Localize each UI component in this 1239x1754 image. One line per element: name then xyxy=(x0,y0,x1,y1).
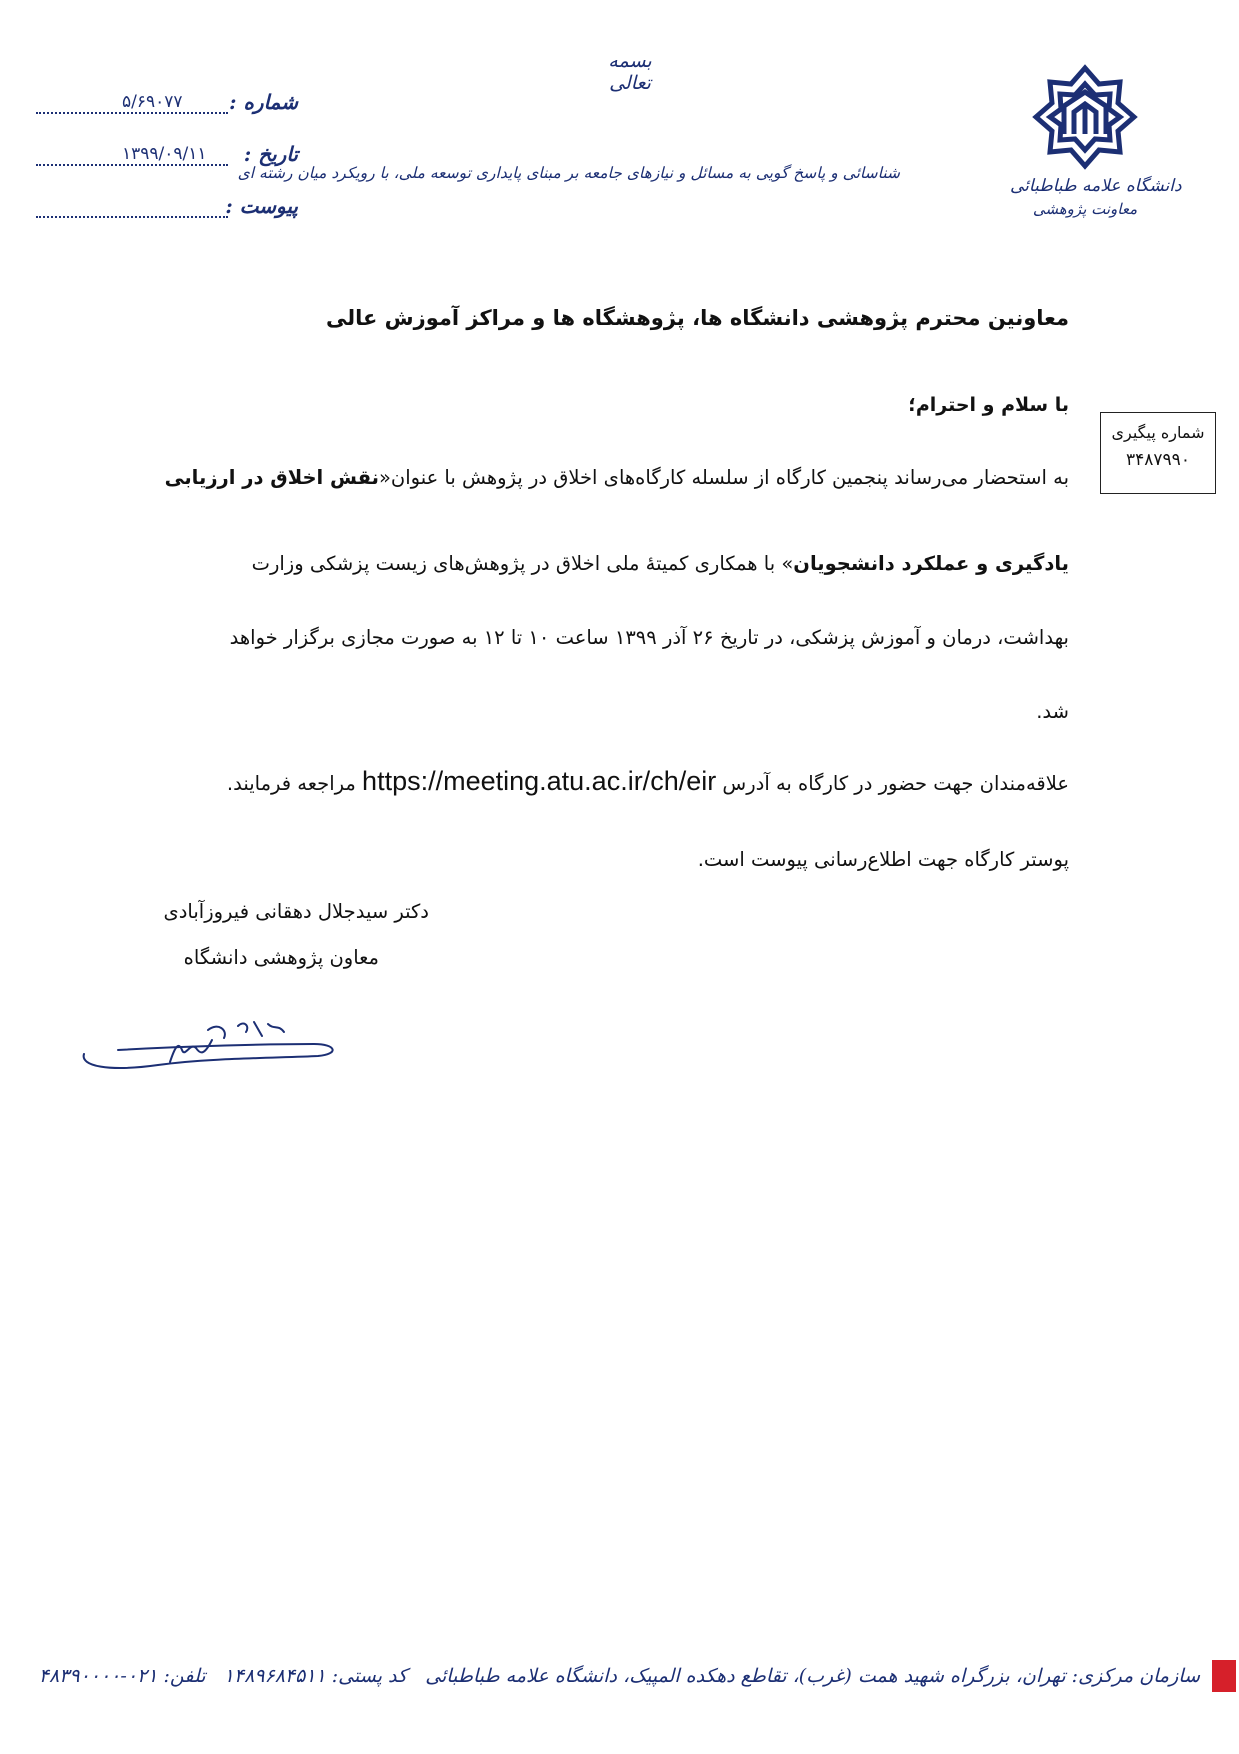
letter-number-row xyxy=(36,90,298,120)
paragraph-line xyxy=(1036,700,1069,723)
workshop-title-part: نقش اخلاق در ارزیابی xyxy=(164,466,379,489)
paragraph-line xyxy=(698,848,1069,871)
department-name: معاونت پژوهشی xyxy=(1032,200,1138,218)
letter-date-value: ۱۳۹۹/۰۹/۱۱ xyxy=(118,144,211,164)
tracking-number-box xyxy=(1100,412,1216,494)
recipient-line: معاونین محترم پژوهشی دانشگاه ها، پژوهشگاه ها و مراکز آموزش عالی xyxy=(325,306,1069,330)
paragraph-line xyxy=(227,766,1069,797)
dotted-line xyxy=(36,164,228,166)
letter-number-label: شماره : xyxy=(229,90,298,114)
paragraph-text: به استحضار می‌رساند پنجمین کارگاه از سلسله کارگاه‌های اخلاق در پژوهش با عنوان« xyxy=(378,466,1069,489)
paragraph-text: پوستر کارگاه جهت اطلاع‌رسانی پیوست است. xyxy=(697,848,1069,871)
tracking-number-label: شماره پیگیری xyxy=(1111,423,1205,442)
basmala: بسمه تعالی xyxy=(608,50,652,94)
greeting-line: با سلام و احترام؛ xyxy=(908,394,1069,416)
university-logo xyxy=(1010,62,1182,218)
attachment-label: پیوست : xyxy=(225,194,298,218)
dotted-line xyxy=(36,112,228,114)
dotted-line xyxy=(36,216,228,218)
phone-label: تلفن: xyxy=(163,1665,206,1687)
footer-accent-square xyxy=(1212,1660,1236,1692)
paragraph-line xyxy=(230,626,1069,649)
tracking-number-value: ۳۴۸۷۹۹۰ xyxy=(1126,450,1190,470)
workshop-title-part: یادگیری و عملکرد دانشجویان xyxy=(793,552,1069,575)
university-star-emblem-icon xyxy=(1030,62,1140,172)
attachment-row xyxy=(36,194,298,224)
postal-code-label: کد پستی: xyxy=(331,1665,408,1687)
signatory-name: دکتر سیدجلال دهقانی فیروزآبادی xyxy=(163,900,429,923)
university-name: دانشگاه علامه طباطبائی xyxy=(1010,176,1182,196)
postal-code-value: ۱۴۸۹۶۸۴۵۱۱ xyxy=(223,1665,326,1687)
slogan: شناسائی و پاسخ گویی به مسائل و نیازهای جامعه بر مبنای پایداری توسعه ملی، با رویکرد میان رشته ای xyxy=(237,164,900,182)
paragraph-text: شد. xyxy=(1036,700,1069,723)
paragraph-text: » با همکاری کمیتهٔ ملی اخلاق در پژوهش‌های زیست پزشکی وزارت xyxy=(251,552,794,575)
handwritten-signature xyxy=(78,1010,338,1080)
letter-number-value: ۵/۶۹۰۷۷ xyxy=(118,92,187,112)
letter-date-label: تاریخ : xyxy=(243,142,298,166)
paragraph-text: مراجعه فرمایند. xyxy=(226,772,356,795)
footer-address-line xyxy=(38,1665,1200,1687)
paragraph-line xyxy=(165,466,1069,489)
paragraph-text: بهداشت، درمان و آموزش پزشکی، در تاریخ ۲۶ آذر ۱۳۹۹ ساعت ۱۰ تا ۱۲ به صورت مجازی برگزار خواهد xyxy=(229,626,1069,649)
footer-address: سازمان مرکزی: تهران، بزرگراه شهید همت (غرب)، تقاطع دهکده المپیک، دانشگاه علامه طباطبائی xyxy=(425,1665,1200,1687)
phone-value: ۰۲۱-۴۸۳۹۰۰۰۰ xyxy=(38,1665,158,1687)
letter-date-row xyxy=(36,142,298,172)
meeting-link[interactable]: https://meeting.atu.ac.ir/ch/eir xyxy=(362,766,717,796)
paragraph-text: علاقه‌مندان جهت حضور در کارگاه به آدرس xyxy=(722,772,1069,795)
paragraph-line xyxy=(252,552,1069,575)
signatory-title: معاون پژوهشی دانشگاه xyxy=(183,946,379,969)
